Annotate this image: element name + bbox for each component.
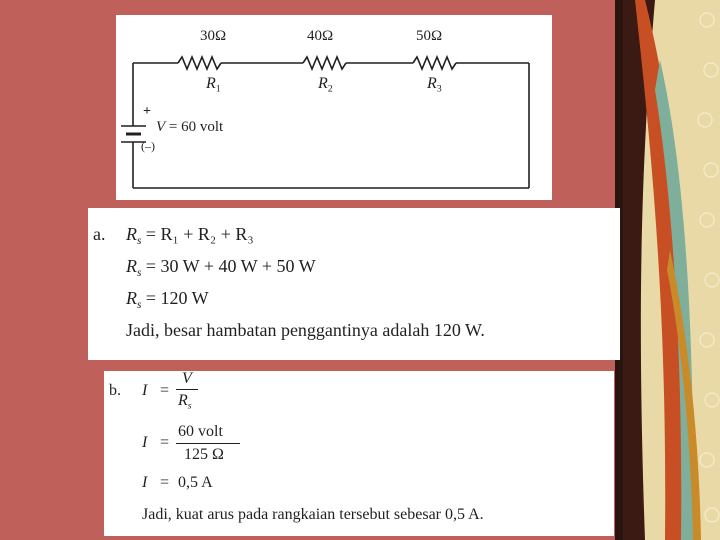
part-a-line-1: $R_s = R_1 + R_2 + R_3$ — [126, 224, 254, 247]
part-b-conclusion: Jadi, kuat arus pada rangkaian tersebut sebesar 0,5 A. — [142, 506, 484, 523]
part-b-result: 0,5 A — [178, 474, 213, 491]
part-a-line-3: $R_s = 120$ W — [126, 288, 209, 311]
resistor-r3-symbol — [413, 57, 456, 69]
resistor-r2-symbol — [303, 57, 346, 69]
voltage-label: V = 60 volt — [156, 119, 224, 135]
resistor-r1-value: 30Ω — [200, 28, 227, 44]
fraction-1-bar — [176, 389, 198, 390]
solution-part-b-panel — [104, 371, 614, 536]
part-b-row2-var: I — [142, 434, 148, 451]
resistor-r2-label: $R_2$ — [318, 75, 333, 95]
resistor-r2-value: 40Ω — [307, 28, 334, 44]
part-b-row2-eq: = — [160, 434, 170, 451]
part-b-row1-var: I — [142, 382, 148, 399]
solution-part-a-panel — [88, 208, 620, 360]
battery-minus-sign: (–) — [141, 139, 155, 153]
part-a-label: a. — [93, 224, 106, 244]
part-b-row1-eq: = — [160, 382, 170, 399]
fraction-2-denominator: 125 Ω — [184, 446, 224, 463]
fraction-2-bar — [176, 443, 240, 444]
fraction-2-numerator: 60 volt — [178, 423, 223, 440]
circuit-wiring — [116, 15, 552, 200]
fraction-1-denominator: $R_s$ — [178, 392, 192, 412]
circuit-diagram-panel — [116, 15, 552, 200]
resistor-r3-value: 50Ω — [416, 28, 443, 44]
part-b-label: b. — [109, 382, 121, 399]
part-b-row3-eq: = — [160, 474, 170, 491]
resistor-r1-label: $R_1$ — [206, 75, 221, 95]
part-a-conclusion: Jadi, besar hambatan penggantinya adalah 120 W. — [126, 320, 485, 340]
fraction-1-numerator: V — [182, 370, 192, 387]
resistor-r3-label: $R_3$ — [427, 75, 442, 95]
battery-plus-sign: + — [143, 104, 151, 119]
resistor-r1-symbol — [178, 57, 221, 69]
part-a-line-2: $R_s = 30$ W + 40 W + 50 W — [126, 256, 316, 279]
part-b-row3-var: I — [142, 474, 148, 491]
decorative-side-pattern — [615, 0, 720, 540]
